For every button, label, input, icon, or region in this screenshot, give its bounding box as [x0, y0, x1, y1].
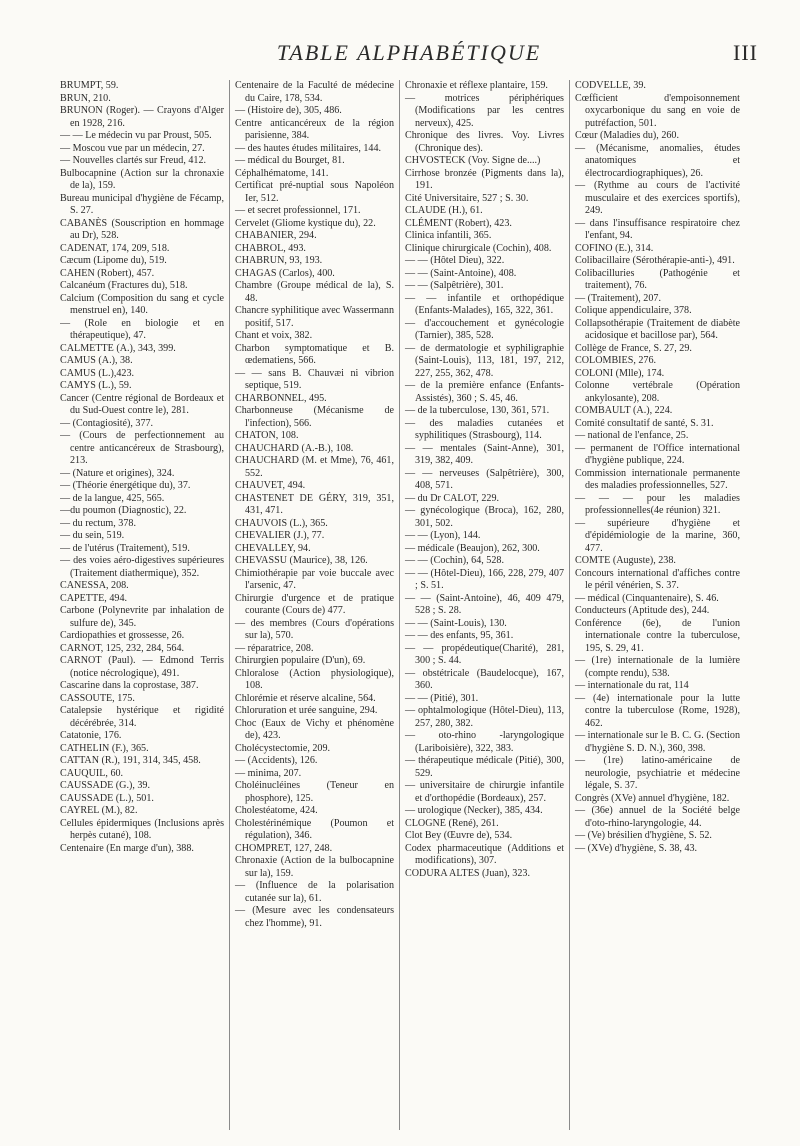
- index-entry: — dans l'insuffisance respiratoire chez l'enfant, 94.: [575, 217, 740, 241]
- index-entry: CHVOSTECK (Voy. Signe de....): [405, 155, 541, 166]
- index-column-3: [400, 80, 570, 1130]
- index-entry: Cholestéatome, 424.: [235, 805, 318, 816]
- index-entry: — médical (Cinquantenaire), S. 46.: [575, 592, 719, 604]
- index-entry: CANESSA, 208.: [60, 580, 129, 591]
- index-entry: Cancer (Centre régional de Bordeaux et du Sud-Ouest contre le), 281.: [60, 392, 224, 416]
- index-entry: — ophtalmologique (Hôtel-Dieu), 113, 257, 280, 382.: [405, 705, 564, 729]
- index-entry: — — des enfants, 95, 361.: [405, 630, 514, 641]
- index-entry: Catatonie, 176.: [60, 730, 122, 741]
- index-entry: Choléinucléines (Teneur en phosphore), 125.: [235, 780, 394, 804]
- index-entry: Commission internationale permanente des maladies professionnelles, 527.: [575, 467, 740, 491]
- index-entry: Chronaxie et réflexe plantaire, 159.: [405, 80, 548, 91]
- index-entry: CHABROL, 493.: [235, 242, 306, 254]
- index-entry: — (36e) annuel de la Société belge d'oto-rhino-laryngologie, 44.: [575, 805, 740, 829]
- index-entry: — gynécologique (Broca), 162, 280, 301, 502.: [405, 505, 564, 529]
- index-entry: — internationale sur le B. C. G. (Section d'hygiène S. D. N.), 360, 398.: [575, 730, 740, 754]
- index-entry: — (Contagiosité), 377.: [60, 417, 154, 429]
- index-entry: Chlorémie et réserve alcaline, 564.: [235, 692, 376, 704]
- index-entry: CLAUDE (H.), 61.: [405, 205, 483, 216]
- index-column-4: [570, 80, 740, 1130]
- index-entry: — (Accidents), 126.: [235, 755, 318, 766]
- index-entry: CHOMPRET, 127, 248.: [235, 842, 333, 854]
- index-entry: CHATON, 108.: [235, 430, 299, 441]
- index-entry: — Moscou vue par un médecin, 27.: [60, 142, 205, 154]
- index-entry: — — Le médecin vu par Proust, 505.: [60, 130, 212, 141]
- index-entry: Chloruration et urée sanguine, 294.: [235, 705, 378, 716]
- index-entry: — oto-rhino -laryngologique (Lariboisière), 322, 383.: [405, 730, 564, 754]
- index-entry: — national de l'enfance, 25.: [575, 430, 689, 441]
- index-entry: Concours international d'affiches contre le péril vénérien, S. 37.: [575, 567, 740, 591]
- index-entry: Bureau municipal d'hygiène de Fécamp, S. 27.: [60, 192, 224, 216]
- index-entry: — (Influence de la polarisation cutanée sur la), 61.: [235, 880, 394, 904]
- index-entry: — obstétricale (Baudelocque), 167, 360.: [405, 667, 564, 691]
- index-entry: Clinica infantili, 365.: [405, 230, 492, 241]
- index-entry: — de la tuberculose, 130, 361, 571.: [405, 405, 550, 416]
- index-entry: — — (Hôtel Dieu), 322.: [405, 255, 505, 266]
- index-entry: BRUN, 210.: [60, 92, 111, 104]
- index-entry: — (4e) internationale pour la lutte contre la tuberculose (Rome, 1928), 462.: [575, 692, 740, 729]
- index-entry: Colique appendiculaire, 378.: [575, 305, 692, 316]
- index-entry: —du poumon (Diagnostic), 22.: [60, 505, 187, 516]
- index-entry: Cholestérinémique (Poumon et régulation), 346.: [235, 817, 394, 841]
- index-entry: — — propédeutique(Charité), 281, 300 ; S. 44.: [405, 642, 564, 666]
- index-entry: Cœur (Maladies du), 260.: [575, 130, 680, 141]
- index-entry: CAMUS (L.),423.: [60, 367, 135, 379]
- index-entry: — — (Saint-Louis), 130.: [405, 617, 507, 629]
- index-entry: — thérapeutique médicale (Pitié), 300, 529.: [405, 755, 564, 779]
- index-entry: CASSOUTE, 175.: [60, 692, 135, 704]
- index-entry: CLOGNE (René), 261.: [405, 817, 499, 829]
- index-entry: CARNOT (Paul). — Edmond Terris (notice nécrologique), 491.: [60, 655, 224, 679]
- index-entry: — universitaire de chirurgie infantile et d'orthopédie (Bordeaux), 257.: [405, 780, 564, 804]
- index-entry: — — — pour les maladies professionnelles(4e réunion) 321.: [575, 492, 740, 516]
- index-entry: Conducteurs (Aptitude des), 244.: [575, 605, 710, 616]
- index-entry: Colibacilluries (Pathogénie et traitement), 76.: [575, 267, 740, 291]
- index-entry: — des membres (Cours d'opérations sur la), 570.: [235, 617, 394, 641]
- index-entry: Cervelet (Gliome kystique du), 22.: [235, 217, 376, 229]
- index-entry: — — (Salpêtrière), 301.: [405, 280, 504, 291]
- index-entry: — (Ve) brésilien d'hygiène, S. 52.: [575, 830, 712, 841]
- index-entry: Calcium (Composition du sang et cycle menstruel en), 140.: [60, 292, 224, 316]
- index-entry: — (Mesure avec les condensateurs chez l'homme), 91.: [235, 905, 394, 929]
- index-entry: CALMETTE (A.), 343, 399.: [60, 342, 176, 354]
- index-entry: — de l'utérus (Traitement), 519.: [60, 542, 190, 554]
- index-entry: CHAUCHARD (A.-B.), 108.: [235, 442, 354, 454]
- index-entry: Congrès (XVe) annuel d'hygiène, 182.: [575, 792, 730, 804]
- index-entry: — réparatrice, 208.: [235, 642, 314, 654]
- index-entry: Céphalhématome, 141.: [235, 167, 329, 179]
- index-entry: — — mentales (Saint-Anne), 301, 319, 382, 409.: [405, 442, 564, 466]
- index-entry: Cholécystectomie, 209.: [235, 742, 331, 754]
- index-entry: COMBAULT (A.), 224.: [575, 405, 673, 416]
- index-entry: CHAUVET, 494.: [235, 480, 306, 491]
- index-entry: Chirurgien populaire (D'un), 69.: [235, 655, 366, 666]
- index-entry: Colonne vertébrale (Opération ankylosante), 208.: [575, 380, 740, 404]
- index-entry: Chirurgie d'urgence et de pratique courante (Cours de) 477.: [235, 592, 394, 616]
- index-entry: Conférence (6e), de l'union internationale contre la tuberculose, 195, S. 29, 41.: [575, 617, 740, 654]
- index-entry: CHEVASSU (Maurice), 38, 126.: [235, 555, 368, 566]
- index-entry: — (Cours de perfectionnement au centre anticancéreux de Strasbourg), 213.: [60, 430, 224, 466]
- index-entry: Chloralose (Action physiologique), 108.: [235, 667, 394, 691]
- index-entry: Carbone (Polynevrite par inhalation de sulfure de), 345.: [60, 605, 224, 629]
- index-entry: BRUMPT, 59.: [60, 80, 119, 91]
- index-entry: — — (Lyon), 144.: [405, 530, 481, 541]
- index-entry: CATTAN (R.), 191, 314, 345, 458.: [60, 755, 201, 766]
- index-entry: — Nouvelles clartés sur Freud, 412.: [60, 155, 207, 166]
- index-entry: CHAGAS (Carlos), 400.: [235, 267, 335, 279]
- index-entry: COLOMBIES, 276.: [575, 355, 657, 366]
- index-entry: CLÉMENT (Robert), 423.: [405, 217, 512, 229]
- index-entry: — urologique (Necker), 385, 434.: [405, 805, 543, 816]
- index-entry: — (Traitement), 207.: [575, 292, 661, 304]
- index-entry: — (Histoire de), 305, 486.: [235, 105, 342, 116]
- index-column-1: [60, 80, 230, 1130]
- index-entry: — (Théorie énergétique du), 37.: [60, 480, 191, 491]
- page-header: [60, 40, 758, 74]
- index-entry: Cellules épidermiques (Inclusions après herpès cutané), 108.: [60, 817, 224, 841]
- index-entry: CHEVALLEY, 94.: [235, 542, 311, 554]
- index-entry: — permanent de l'Office international d'hygiène publique, 224.: [575, 442, 740, 466]
- index-entry: CHEVALIER (J.), 77.: [235, 530, 325, 541]
- index-entry: — médicale (Beaujon), 262, 300.: [405, 542, 540, 554]
- index-entry: — — (Hôtel-Dieu), 166, 228, 279, 407 ; S. 51.: [405, 567, 564, 591]
- index-entry: — du Dr CALOT, 229.: [405, 492, 500, 504]
- index-entry: Charbon symptomatique et B. œdematiens, 566.: [235, 342, 394, 366]
- index-entry: — médical du Bourget, 81.: [235, 155, 345, 166]
- index-entry: — des hautes études militaires, 144.: [235, 142, 382, 154]
- index-entry: CODVELLE, 39.: [575, 80, 646, 91]
- index-entry: Catalepsie hystérique et rigidité décérébrée, 314.: [60, 705, 224, 729]
- index-entry: CHABRUN, 93, 193.: [235, 255, 323, 266]
- index-entry: CHARBONNEL, 495.: [235, 392, 327, 404]
- index-entry: — des maladies cutanées et syphilitiques (Strasbourg), 114.: [405, 417, 564, 441]
- index-entry: CAMUS (A.), 38.: [60, 355, 133, 366]
- index-entry: Centenaire (En marge d'un), 388.: [60, 842, 194, 854]
- index-entry: COLONI (Mlle), 174.: [575, 367, 665, 379]
- index-entry: CAUQUIL, 60.: [60, 767, 124, 779]
- index-entry: Chronique des livres. Voy. Livres (Chronique des).: [405, 130, 564, 154]
- index-columns: [60, 80, 742, 1130]
- index-entry: Collapsothérapie (Traitement de diabète acidosique et bacillose par), 564.: [575, 317, 740, 341]
- index-entry: Chancre syphilitique avec Wassermann positif, 517.: [235, 305, 394, 329]
- index-entry: — des voies aéro-digestives supérieures (Traitement diathermique), 352.: [60, 555, 224, 579]
- index-entry: Comité consultatif de santé, S. 31.: [575, 417, 714, 429]
- index-entry: BRUNON (Roger). — Crayons d'Alger en 1928, 216.: [60, 105, 224, 129]
- index-entry: CAHEN (Robert), 457.: [60, 267, 155, 279]
- index-entry: CHAUVOIS (L.), 365.: [235, 517, 328, 529]
- index-entry: — — nerveuses (Salpêtrière), 300, 408, 571.: [405, 467, 564, 491]
- index-entry: — de la première enfance (Enfants-Assistés), 360 ; S. 45, 46.: [405, 380, 564, 404]
- index-column-2: [230, 80, 400, 1130]
- index-entry: Certificat pré-nuptial sous Napoléon Ier, 512.: [235, 180, 394, 204]
- index-entry: COFINO (E.), 314.: [575, 242, 654, 254]
- index-entry: — de la langue, 425, 565.: [60, 492, 165, 504]
- index-entry: — (Rythme au cours de l'activité musculaire et des exercices sportifs), 249.: [575, 180, 740, 216]
- index-entry: CATHELIN (F.), 365.: [60, 742, 149, 754]
- index-entry: Calcanéum (Fractures du), 518.: [60, 280, 188, 291]
- index-entry: Charbonneuse (Mécanisme de l'infection), 566.: [235, 405, 394, 429]
- index-entry: CHABANIER, 294.: [235, 230, 317, 241]
- index-entry: Cité Universitaire, 527 ; S. 30.: [405, 192, 529, 204]
- index-entry: — — (Cochin), 64, 528.: [405, 555, 504, 566]
- index-entry: — supérieure d'hygiène et d'épidémiologie de la marine, 360, 477.: [575, 517, 740, 554]
- index-entry: — (1re) latino-américaine de neurologie, psychiatrie et médecine légale, S. 37.: [575, 755, 740, 791]
- index-entry: Cæcum (Lipome du), 519.: [60, 255, 167, 266]
- index-entry: CHASTENET DE GÉRY, 319, 351, 431, 471.: [235, 492, 394, 516]
- index-entry: Centre anticancéreux de la région parisienne, 384.: [235, 117, 394, 141]
- index-entry: Centenaire de la Faculté de médecine du Caire, 178, 534.: [235, 80, 394, 104]
- index-entry: CHAUCHARD (M. et Mme), 76, 461, 552.: [235, 455, 394, 479]
- index-entry: Collège de France, S. 27, 29.: [575, 342, 692, 354]
- index-entry: CARNOT, 125, 232, 284, 564.: [60, 642, 185, 654]
- index-entry: Chant et voix, 382.: [235, 330, 313, 341]
- index-entry: CAPETTE, 494.: [60, 592, 128, 604]
- index-entry: — minima, 207.: [235, 767, 302, 779]
- index-entry: Cœfficient d'empoisonnement oxycarbonique du sang en voie de putréfaction, 501.: [575, 92, 740, 129]
- index-entry: CAUSSADE (G.), 39.: [60, 780, 151, 791]
- index-entry: Cardiopathies et grossesse, 26.: [60, 630, 185, 641]
- index-entry: Cascarine dans la coprostase, 387.: [60, 680, 199, 691]
- index-entry: — (XVe) d'hygiène, S. 38, 43.: [575, 842, 698, 854]
- index-entry: — du rectum, 378.: [60, 517, 136, 529]
- index-entry: — d'accouchement et gynécologie (Tarnier), 385, 528.: [405, 317, 564, 341]
- page-number: III: [733, 40, 758, 65]
- index-entry: CODURA ALTES (Juan), 323.: [405, 867, 530, 879]
- index-entry: — de dermatologie et syphiligraphie (Saint-Louis), 113, 181, 197, 212, 227, 255, 362, 478.: [405, 342, 564, 379]
- index-entry: — — (Pitié), 301.: [405, 692, 479, 704]
- index-entry: — (Role en biologie et en thérapeutique), 47.: [60, 317, 224, 341]
- index-entry: CAYREL (M.), 82.: [60, 805, 138, 816]
- index-entry: — — (Saint-Antoine), 46, 409 479, 528 ; S. 28.: [405, 592, 564, 616]
- index-entry: Choc (Eaux de Vichy et phénomène de), 423.: [235, 717, 394, 741]
- index-entry: CAUSSADE (L.), 501.: [60, 792, 154, 804]
- index-entry: CABANÈS (Souscription en hommage au Dr), 528.: [60, 217, 224, 241]
- index-entry: Chambre (Groupe médical de la), S. 48.: [235, 280, 394, 304]
- index-entry: Codex pharmaceutique (Additions et modifications), 307.: [405, 842, 564, 866]
- index-entry: — motrices périphériques (Modifications par les centres nerveux), 425.: [405, 92, 564, 129]
- index-entry: Colibacillaire (Sérothérapie-anti-), 491.: [575, 255, 735, 266]
- index-entry: — (Mécanisme, anomalies, études anatomiques et électrocardiographiques), 26.: [575, 142, 740, 179]
- index-entry: — — infantile et orthopédique (Enfants-Malades), 165, 322, 361.: [405, 292, 564, 316]
- index-entry: — — sans B. Chauvæi ni vibrion septique, 519.: [235, 367, 394, 391]
- index-entry: Bulbocapnine (Action sur la chronaxie de la), 159.: [60, 167, 224, 191]
- index-entry: — du sein, 519.: [60, 530, 125, 541]
- index-entry: COMTE (Auguste), 238.: [575, 555, 676, 566]
- index-entry: — et secret professionnel, 171.: [235, 205, 361, 216]
- index-entry: — (Nature et origines), 324.: [60, 467, 175, 479]
- index-entry: Clinique chirurgicale (Cochin), 408.: [405, 242, 552, 254]
- index-entry: Cirrhose bronzée (Pigments dans la), 191.: [405, 167, 564, 191]
- index-entry: — — (Saint-Antoine), 408.: [405, 267, 517, 279]
- index-entry: CAMYS (L.), 59.: [60, 380, 132, 391]
- index-entry: Chimiothérapie par voie buccale avec l'arsenic, 47.: [235, 567, 394, 591]
- page-title: TABLE ALPHABÉTIQUE: [276, 40, 542, 65]
- index-entry: — (1re) internationale de la lumière (compte rendu), 538.: [575, 655, 740, 679]
- index-entry: Clot Bey (Œuvre de), 534.: [405, 830, 513, 841]
- index-entry: Chronaxie (Action de la bulbocapnine sur la), 159.: [235, 855, 394, 879]
- index-entry: — internationale du rat, 114: [575, 680, 689, 691]
- index-entry: CADENAT, 174, 209, 518.: [60, 242, 170, 254]
